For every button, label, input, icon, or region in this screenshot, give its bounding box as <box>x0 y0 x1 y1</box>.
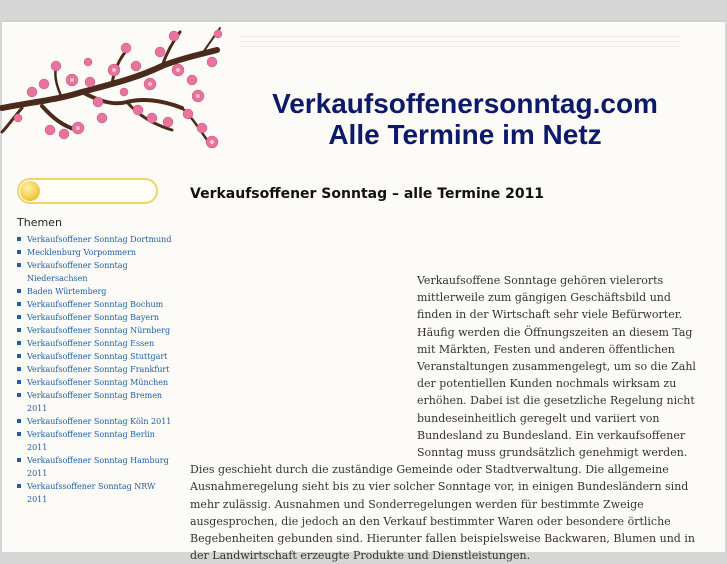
theme-link[interactable]: Verkaufsoffener Sonntag Bremen 2011 <box>16 389 174 415</box>
search-input[interactable] <box>45 182 153 200</box>
theme-link[interactable]: Mecklenburg Vorpommern <box>16 246 174 259</box>
site-title <box>240 88 690 150</box>
article-body <box>190 272 696 564</box>
theme-link[interactable]: Verkaufsoffener Sonntag Nürnberg <box>16 324 174 337</box>
search-icon[interactable] <box>20 181 40 201</box>
themes-heading: Themen <box>17 216 62 229</box>
article-paragraph: Verkaufsoffene Sonntage gehören vielerorts mittlerweile zum gängigen Geschäftsbild und finden in der Wirtschaft sehr viele Befürworter. Häufig werden die Öffnungszeiten an diesem Tag mit Märkten, Festen und anderen öffentlichen Veranstaltungen zusammengelegt, um so die Zahl der potentiellen Kunden nochmals wirksam zu erhöhen. Dabei ist die gesetzliche Regelung nicht bundeseinheitlich geregelt und variiert von Bundesland zu Bundesland. Ein verkaufsoffener Sonntag muss grundsätzlich genehmigt werden. Dies geschieht durch die zuständige Gemeinde oder Stadtverwaltung. Die allgemeine Ausnahmeregelung sieht bis zu vier solcher Sonntage vor, in einigen Bundesländern sind mehr zulässig. Ausnahmen und Sonderregelungen werden für bestimmte Zweige ausgesprochen, die jedoch an den Verkauf bestimmter Waren oder besondere örtliche Begebenheiten gebunden sind. Hierunter fallen beispielsweise Backwaren, Blumen und in der Landwirtschaft erzeugte Produkte und Dienstleistungen. <box>190 274 696 563</box>
theme-link[interactable]: Verkaufsoffener Sonntag Frankfurt <box>16 363 174 376</box>
theme-link[interactable]: Verkaufsoffener Sonntag Köln 2011 <box>16 415 174 428</box>
theme-link[interactable]: Verkaufsoffener Sonntag Essen <box>16 337 174 350</box>
site-title-line2: Alle Termine im Netz <box>328 119 602 150</box>
theme-link[interactable]: Verkaufsoffener Sonntag Stuttgart <box>16 350 174 363</box>
theme-link[interactable]: Verkaufssoffener Sonntag NRW 2011 <box>16 480 174 506</box>
search-box <box>17 178 158 204</box>
page-title: Verkaufsoffener Sonntag – alle Termine 2011 <box>190 186 545 203</box>
theme-link[interactable]: Baden Würtemberg <box>16 285 174 298</box>
ad-placeholder <box>190 272 417 459</box>
theme-link[interactable]: Verkaufsoffener Sonntag Dortmund <box>16 233 174 246</box>
cherry-blossom-logo <box>2 22 232 162</box>
theme-link[interactable]: Verkaufsoffener Sonntag Bayern <box>16 311 174 324</box>
theme-link[interactable]: Verkaufsoffener Sonntag Hamburg 2011 <box>16 454 174 480</box>
header-decoration <box>240 36 680 50</box>
theme-link[interactable]: Verkaufsoffener Sonntag Niedersachsen <box>16 259 174 285</box>
theme-link[interactable]: Verkaufsoffener Sonntag Bochum <box>16 298 174 311</box>
themes-list <box>16 233 174 506</box>
site-title-line1: Verkaufsoffenersonntag.com <box>272 88 658 119</box>
page-frame <box>2 20 725 563</box>
theme-link[interactable]: Verkaufsoffener Sonntag Berlin 2011 <box>16 428 174 454</box>
theme-link[interactable]: Verkaufsoffener Sonntag München <box>16 376 174 389</box>
